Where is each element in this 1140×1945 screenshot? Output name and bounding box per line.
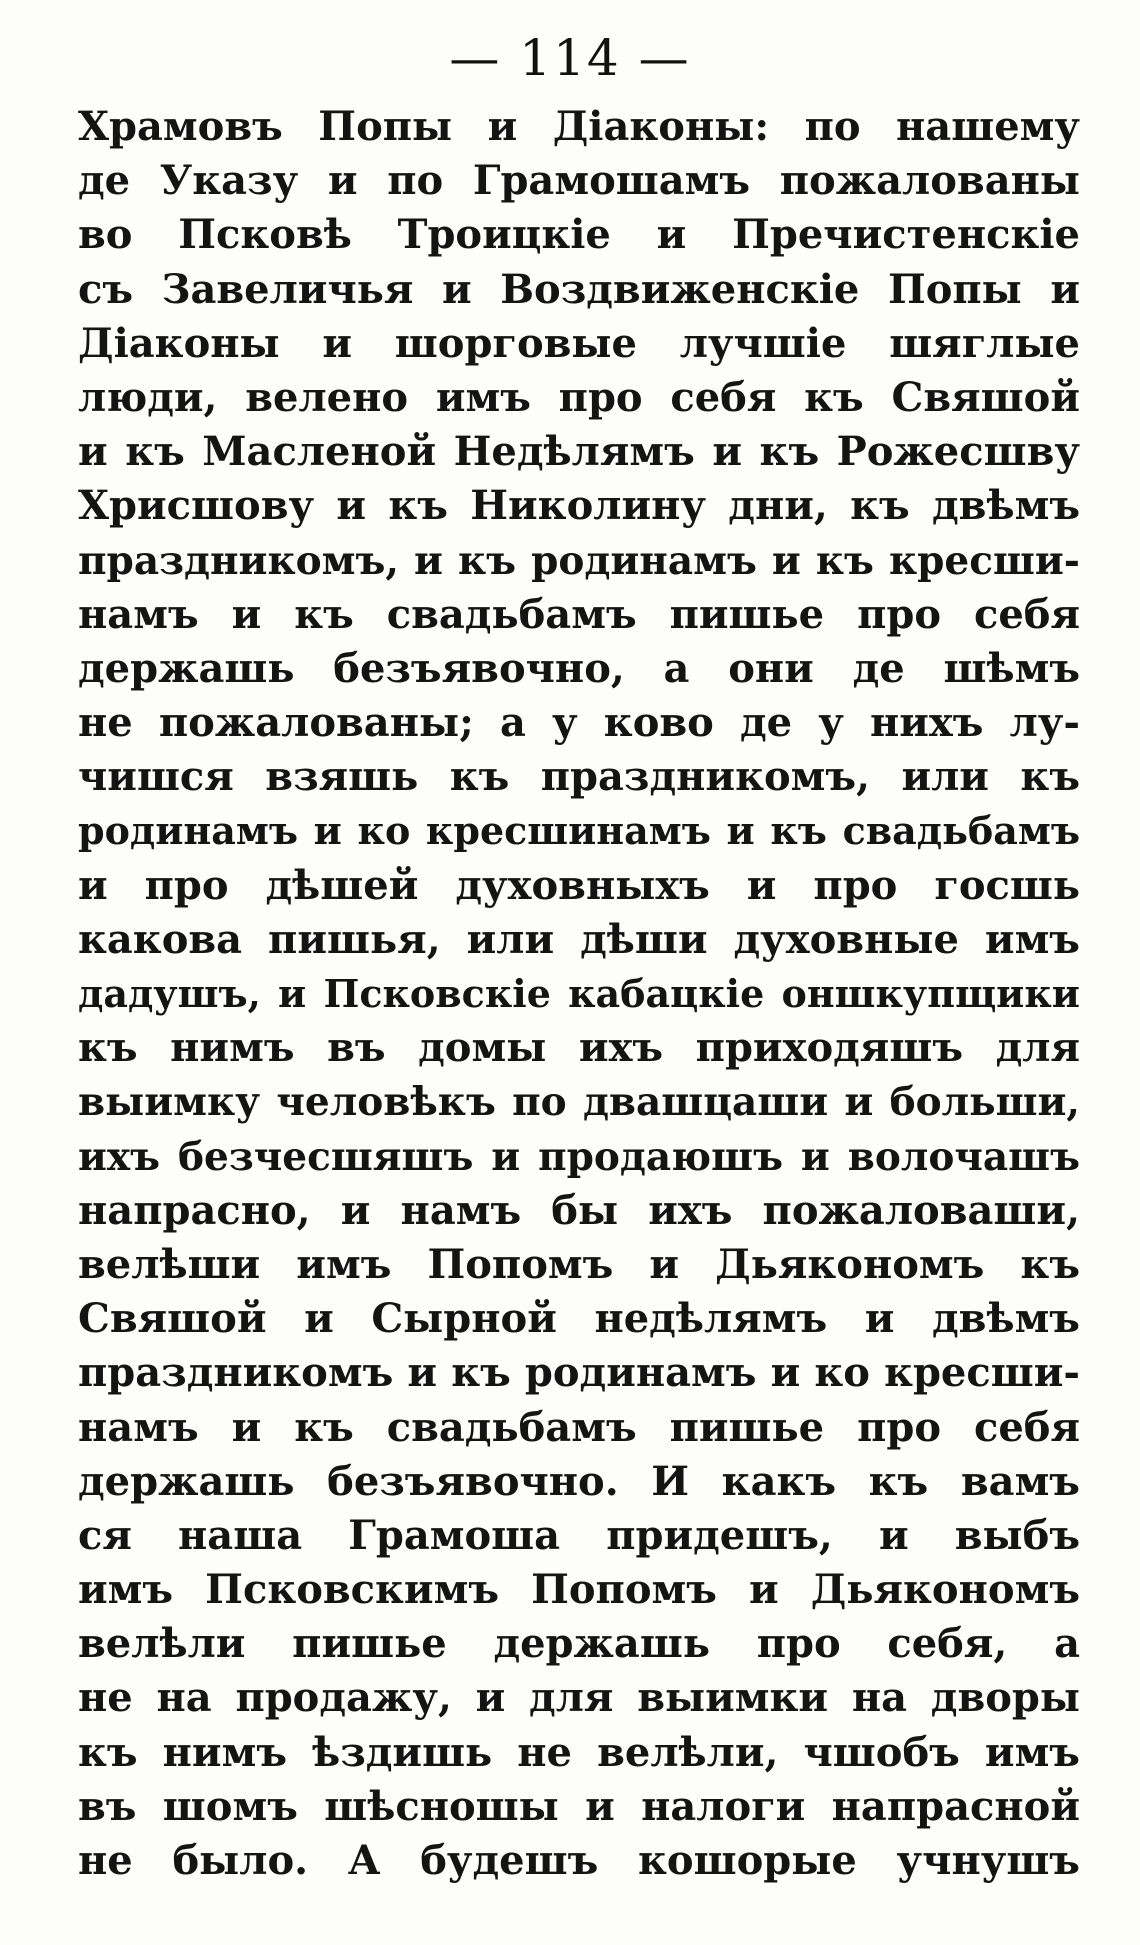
text-line: съ Завеличья и Воздвиженскіе Попы и [78,265,1080,313]
body-text [78,100,1080,1888]
text-line: не на продажу, и для выимки на дворы [78,1674,1080,1722]
text-line: ся наша Грамоша придешъ, и выбъ [78,1511,1080,1559]
text-line: не было. А будешъ кошорые учнушъ [78,1837,1080,1884]
text-line: чишся взяшь къ праздникомъ, или къ [78,753,1080,801]
text-line: держашь безъявочно. И какъ къ вамъ [78,1457,1080,1505]
text-line: имъ Псковскимъ Попомъ и Дьякономъ [78,1566,1080,1614]
text-line: Хрисшову и къ Николину дни, къ двѣмъ [78,482,1080,530]
text-line: Свяшой и Сырной недѣлямъ и двѣмъ [78,1295,1080,1343]
page-number: — 114 — [449,29,691,87]
text-line: къ нимъ ѣздишь не велѣли, чшобъ имъ [78,1728,1080,1776]
text-line: не пожалованы; а у ково де у нихъ лу- [78,699,1080,747]
text-line: напрасно, и намъ бы ихъ пожаловаши, [78,1186,1080,1234]
text-line: люди, велено имъ про себя къ Свяшой [78,373,1080,421]
text-line: дадушъ, и Псковскіе кабацкіе оншкупщики [78,971,1080,1016]
text-line: намъ и къ свадьбамъ пишье про себя [78,1403,1080,1451]
text-line: къ нимъ въ домы ихъ приходяшъ для [78,1024,1080,1072]
text-line: праздникомъ, и къ родинамъ и къ кресши- [78,537,1080,584]
text-line: во Псковѣ Троицкіе и Пречистенскіе [78,211,1080,259]
text-line: ихъ безчесшяшъ и продаюшъ и волочашъ [78,1133,1080,1180]
text-line: де Указу и по Грамошамъ пожалованы [78,157,1080,205]
text-line: и къ Масленой Недѣлямъ и къ Рожесшву [78,428,1080,476]
text-line: какова пишья, или дѣши духовные имъ [78,915,1080,963]
text-line: намъ и къ свадьбамъ пишье про себя [78,590,1080,638]
text-line: выимку человѣкъ по двашцаши и больши, [78,1079,1080,1126]
text-line: праздникомъ и къ родинамъ и ко кресши- [78,1349,1080,1397]
text-line: велѣли пишье держашь про себя, а [78,1620,1080,1668]
text-line: держашь безъявочно, а они де шѣмъ [78,644,1080,692]
text-line: Діаконы и шорговые лучшіе шяглые [78,319,1080,367]
text-line: и про дѣшей духовныхъ и про госшь [78,861,1080,909]
text-line: въ шомъ шѣсношы и налоги напрасной [78,1782,1080,1830]
text-line: Храмовъ Попы и Діаконы: по нашему [78,103,1080,150]
text-line: родинамъ и ко кресшинамъ и къ свадьбамъ [78,808,1080,854]
text-line: велѣши имъ Попомъ и Дьякономъ къ [78,1240,1080,1288]
